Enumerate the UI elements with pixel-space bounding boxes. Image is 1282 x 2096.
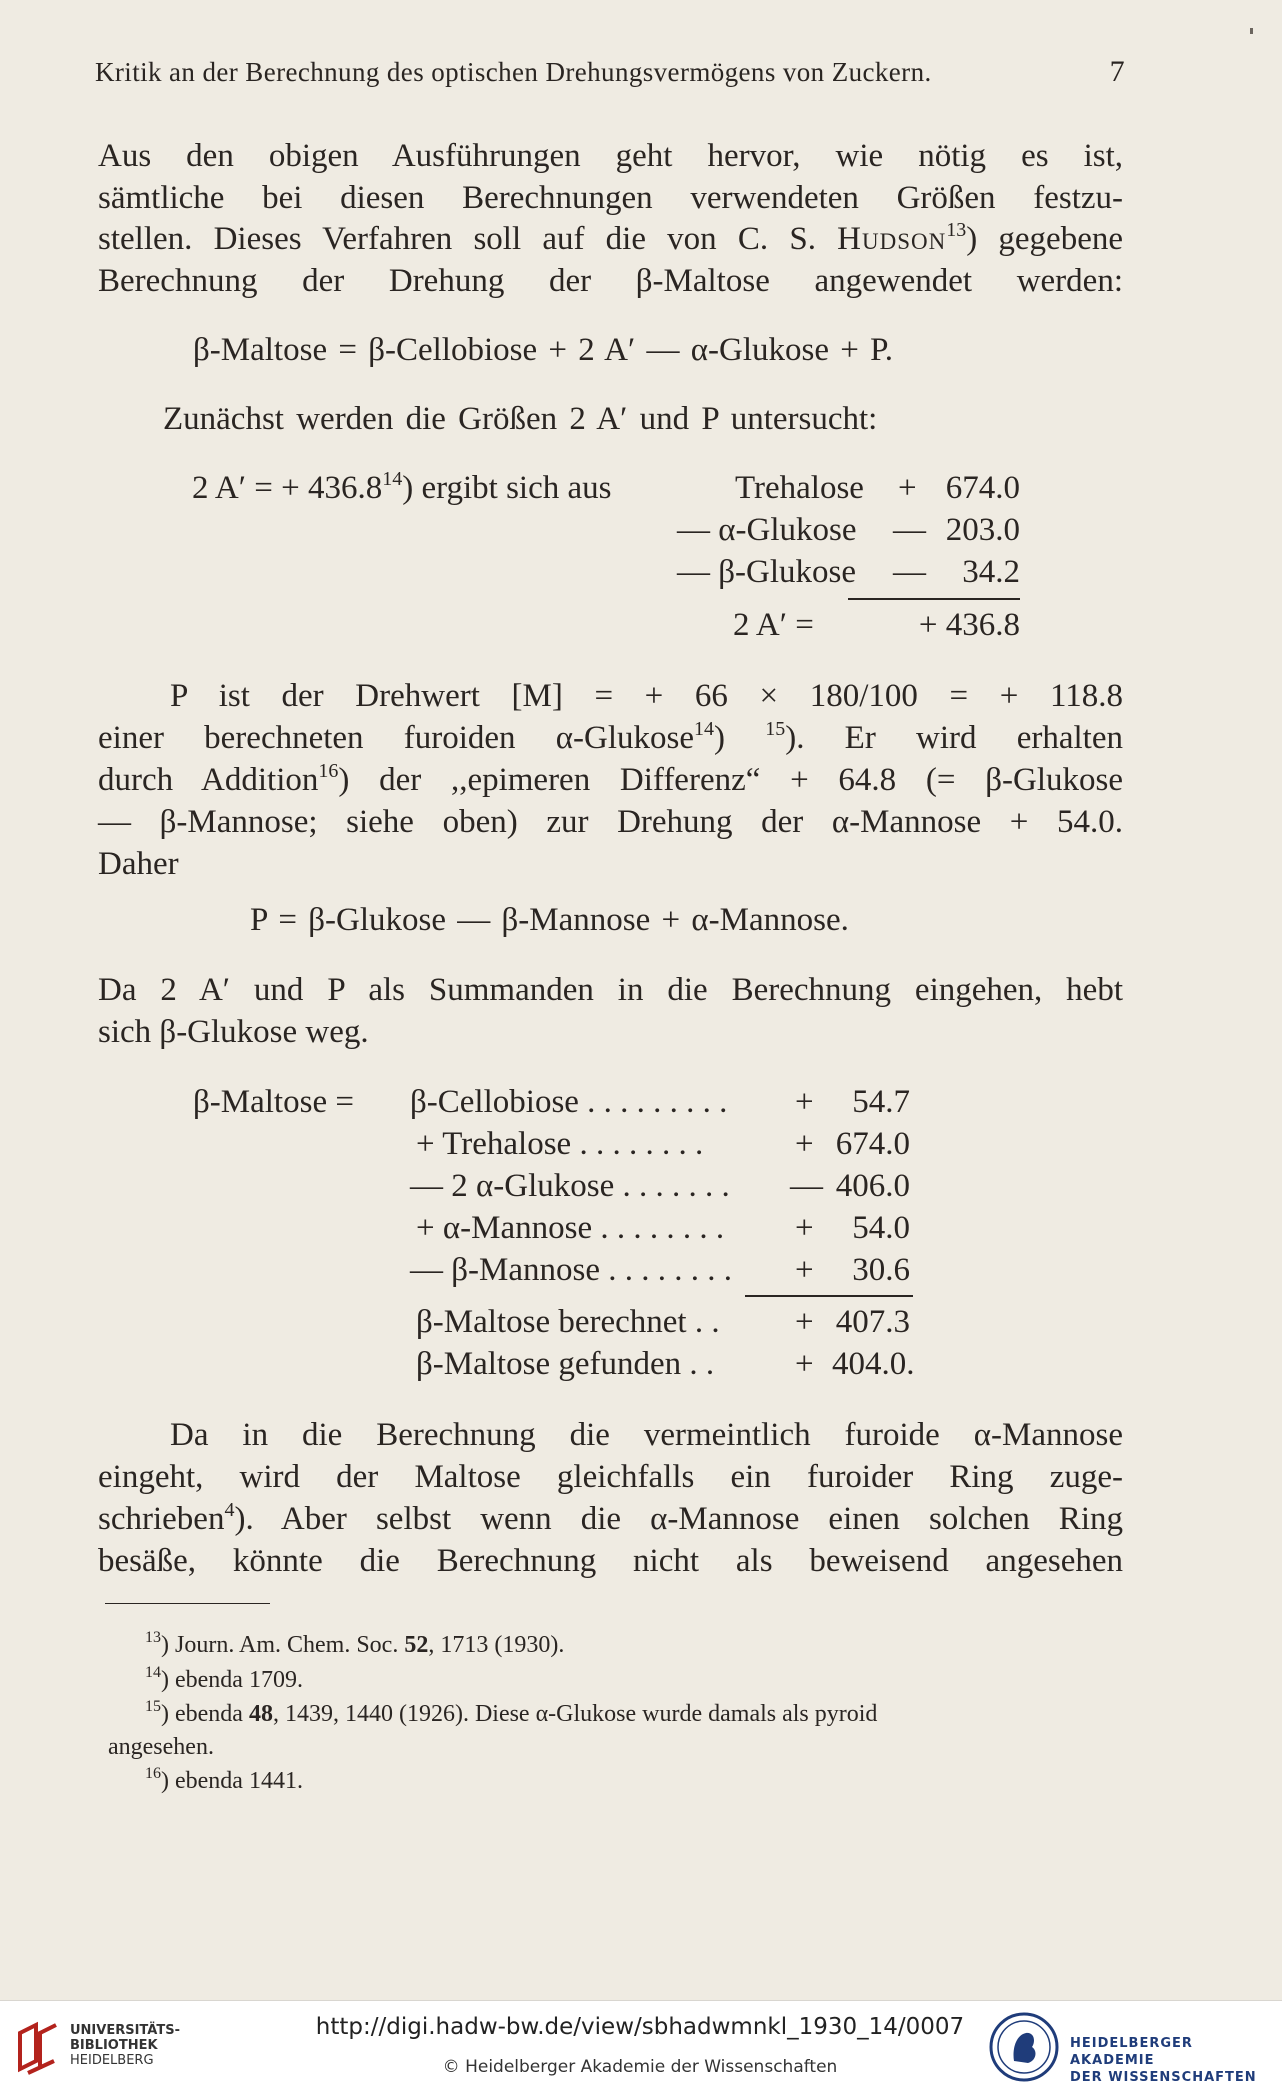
para5-line2: eingeht, wird der Maltose gleichfalls ein furoider Ring zuge- [98, 1459, 1123, 1495]
university-library-name [70, 2023, 180, 2068]
calc-lhs-tail: ) ergibt sich aus [402, 470, 612, 506]
table-row4-label: + α-Mannose . . . . . . . . [416, 1210, 725, 1246]
footnote-volume: 52 [404, 1632, 429, 1658]
permalink[interactable]: http://digi.hadw-bw.de/view/sbhadwmnkl_1930_14/0007 [315, 2014, 965, 2040]
footnote-text: ) Journ. Am. Chem. Soc. [161, 1632, 405, 1658]
footnote-ref: 16 [318, 760, 339, 782]
copyright-notice: © Heidelberger Akademie der Wissenschaften [442, 2057, 838, 2077]
calc-sum-label: 2 A′ = [733, 607, 814, 643]
footnote-text: ) ebenda 1709. [161, 1667, 303, 1693]
table-row2-label: + Trehalose . . . . . . . . [416, 1126, 704, 1162]
table-row4-op: + [795, 1210, 814, 1246]
calc-row1-op: + [898, 470, 917, 506]
para3-line1: P ist der Drehwert [M] = + 66 × 180/100 = + 118.8 [170, 678, 1123, 714]
para3-line2 [98, 717, 1123, 759]
calc-row3-op: — [893, 554, 926, 590]
para3-line4: — β-Mannose; siehe oben) zur Drehung der α-Mannose + 54.0. [98, 804, 1123, 840]
para1-line4: Berechnung der Drehung der β-Maltose angewendet werden: [98, 263, 1123, 299]
page-number: 7 [1109, 55, 1125, 88]
academy-line2: DER WISSENSCHAFTEN [1070, 2070, 1257, 2085]
para5-line4: besäße, könnte die Berechnung nicht als beweisend angesehen [98, 1543, 1123, 1579]
sum-rule [848, 598, 1020, 600]
table-row2-value: 674.0 [835, 1126, 910, 1162]
table-row1-label: β-Cellobiose . . . . . . . . . [410, 1084, 728, 1120]
footnote-ref: 14 [382, 468, 403, 490]
footnote-ref: 13 [946, 219, 967, 241]
para1-line1: Aus den obigen Ausführungen geht hervor, wie nötig es ist, [98, 138, 1123, 174]
table-row3-label: — 2 α-Glukose . . . . . . . [410, 1168, 730, 1204]
footnote-text: ) ebenda [161, 1701, 249, 1727]
table-row3-op: — [790, 1168, 823, 1204]
footnote-number: 14 [145, 1664, 161, 1681]
table-found-op: + [795, 1346, 814, 1382]
table-lhs: β-Maltose = [193, 1084, 354, 1120]
footnote-text: ) ebenda 1441. [161, 1768, 303, 1794]
footnote-number: 15 [145, 1698, 161, 1715]
para3-line2-mid: ) [714, 720, 766, 756]
para3-line2-a: einer berechneten furoiden α-Glukose [98, 720, 695, 756]
table-found-label: β-Maltose gefunden . . [416, 1346, 715, 1382]
table-sum-rule [745, 1295, 913, 1297]
footnote-number: 16 [145, 1765, 161, 1782]
calc-row1-label: Trehalose [735, 470, 864, 506]
footnote-16 [145, 1764, 303, 1798]
para3-line5: Daher [98, 846, 179, 882]
equation-maltose: β-Maltose = β-Cellobiose + 2 A′ — α-Glukose + P. [193, 332, 894, 368]
footnote-ref: 15 [765, 718, 786, 740]
library-line3: HEIDELBERG [70, 2053, 154, 2068]
para3-line2-b: ). Er wird erhalten [785, 720, 1123, 756]
table-row5-label: — β-Mannose . . . . . . . . [410, 1252, 733, 1288]
calc-lhs [192, 468, 611, 508]
table-row5-op: + [795, 1252, 814, 1288]
footnote-tail: , 1439, 1440 (1926). Diese α-Glukose wurde damals als pyroid [272, 1701, 878, 1727]
para5-line1: Da in die Berechnung die vermeintlich furoide α-Mannose [170, 1417, 1123, 1453]
footnote-15 [145, 1697, 877, 1731]
calc-row1-value: 674.0 [945, 470, 1020, 506]
table-row4-value: 54.0 [852, 1210, 910, 1246]
table-row5-value: 30.6 [852, 1252, 910, 1288]
calc-lhs-value: 2 A′ = + 436.8 [192, 470, 383, 506]
calc-row2-value: 203.0 [945, 512, 1020, 548]
para2: Zunächst werden die Größen 2 A′ und P untersucht: [163, 401, 878, 437]
footnote-14 [145, 1663, 303, 1697]
table-calc-op: + [795, 1304, 814, 1340]
university-library-logo-icon [14, 2019, 62, 2075]
footnote-volume: 48 [248, 1701, 273, 1727]
para1-line3-b: ) gegebene [966, 221, 1123, 257]
table-calc-value: 407.3 [835, 1304, 910, 1340]
academy-name [1070, 2035, 1282, 2086]
para1-line3-a: stellen. Dieses Verfahren soll auf die von C. S. [98, 221, 838, 257]
footnote-separator [105, 1603, 270, 1604]
footnote-ref: 14 [694, 718, 715, 740]
footnote-15-cont: angesehen. [108, 1734, 214, 1760]
library-line2: BIBLIOTHEK [70, 2038, 158, 2053]
para3-line3-b: ) der ,,epimeren Differenz“ + 64.8 (= β-Glukose [338, 762, 1123, 798]
equation-p: P = β-Glukose — β-Mannose + α-Mannose. [250, 902, 849, 938]
table-row2-op: + [795, 1126, 814, 1162]
calc-sum-value: + 436.8 [918, 607, 1020, 643]
calc-row2-label: — α-Glukose [677, 512, 857, 548]
calc-row3-label: — β-Glukose [677, 554, 857, 590]
footnote-13 [145, 1628, 564, 1662]
scan-mark [1250, 28, 1253, 34]
viewer-footer [0, 2000, 1282, 2096]
para3-line3 [98, 759, 1123, 801]
para1-line2: sämtliche bei diesen Berechnungen verwendeten Größen festzu- [98, 180, 1123, 216]
para5-line3 [98, 1498, 1123, 1540]
footnote-ref: 4 [224, 1499, 235, 1521]
table-calc-label: β-Maltose berechnet . . [416, 1304, 720, 1340]
table-found-value: 404.0. [832, 1346, 915, 1382]
footnote-number: 13 [145, 1629, 161, 1646]
para5-line3-a: schrieben [98, 1501, 225, 1537]
para5-line3-b: ). Aber selbst wenn die α-Mannose einen solchen Ring [234, 1501, 1123, 1537]
author-name: Hudson [837, 221, 947, 257]
running-header [95, 52, 1125, 92]
library-line1: UNIVERSITÄTS- [70, 2023, 180, 2038]
table-row1-op: + [795, 1084, 814, 1120]
table-row1-value: 54.7 [852, 1084, 910, 1120]
academy-seal-icon [988, 2011, 1060, 2083]
footnote-tail: , 1713 (1930). [428, 1632, 565, 1658]
running-title: Kritik an der Berechnung des optischen Drehungsvermögens von Zuckern. [95, 57, 932, 87]
para3-line3-a: durch Addition [98, 762, 319, 798]
para1-line3 [98, 218, 1123, 260]
para4-line1: Da 2 A′ und P als Summanden in die Berechnung eingehen, hebt [98, 972, 1123, 1008]
calc-row2-op: — [893, 512, 926, 548]
table-row3-value: 406.0 [835, 1168, 910, 1204]
calc-row3-value: 34.2 [962, 554, 1020, 590]
academy-line1: HEIDELBERGER AKADEMIE [1070, 2036, 1193, 2068]
para4-line2: sich β-Glukose weg. [98, 1014, 369, 1050]
